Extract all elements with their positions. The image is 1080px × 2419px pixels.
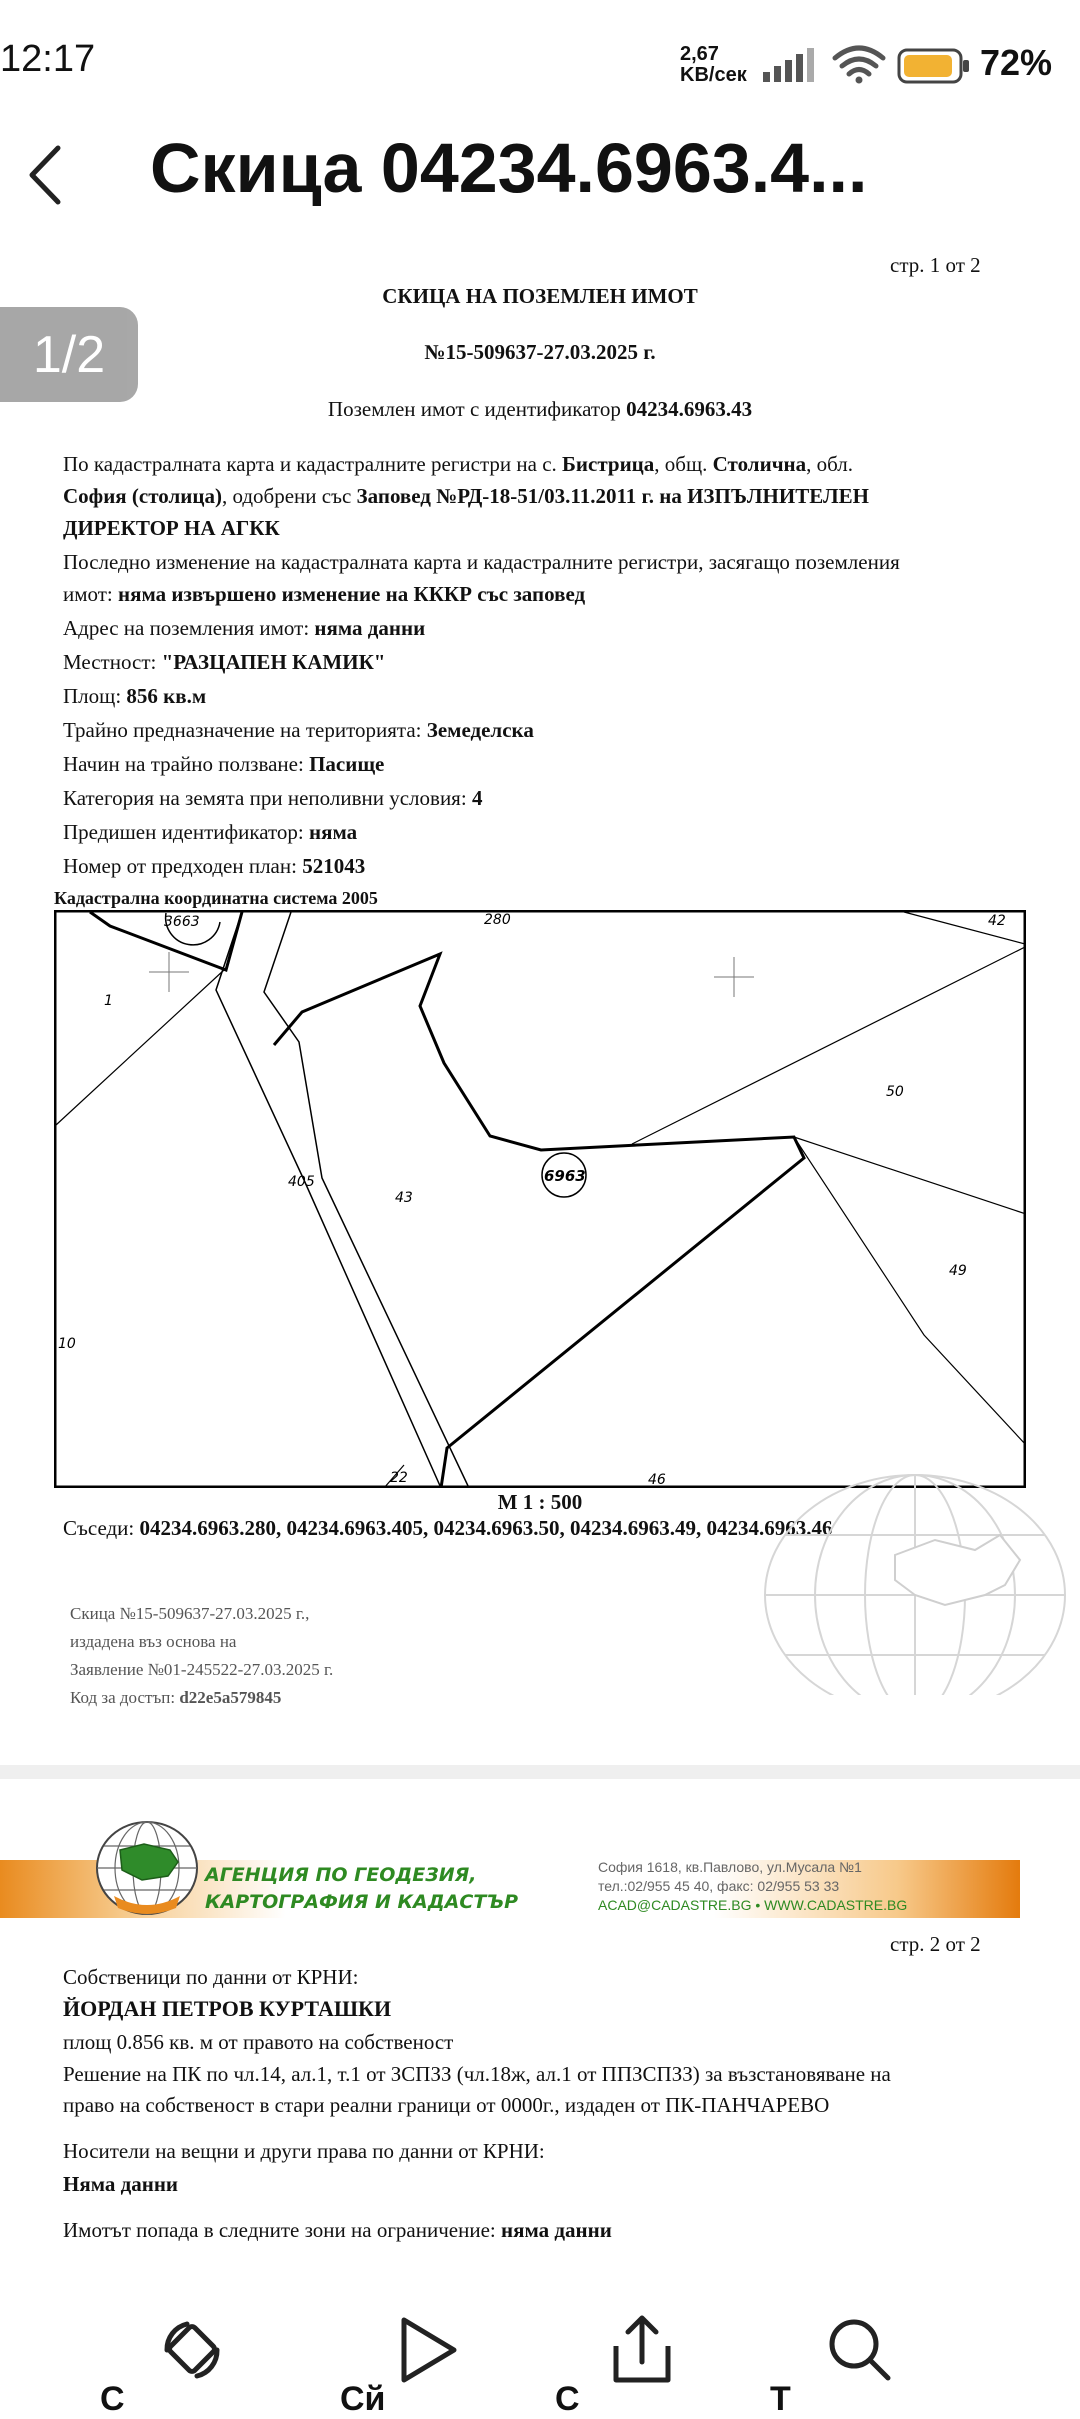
purpose-label: Трайно предназначение на територията: <box>63 718 427 742</box>
order-number: Заповед №РД-18-51/03.11.2011 г. на ИЗПЪЛНИТЕЛЕН <box>356 484 869 508</box>
para-text: , общ. <box>654 452 713 476</box>
category-row <box>63 786 482 811</box>
parcel-label-46: 46 <box>648 1472 666 1488</box>
agency-logo-icon <box>92 1818 202 1918</box>
parcel-label-50: 50 <box>886 1084 904 1100</box>
agency-name-line-2: КАРТОГРАФИЯ И КАДАСТЪР <box>205 1891 519 1913</box>
agency-name-line-1: АГЕНЦИЯ ПО ГЕОДЕЗИЯ, <box>205 1864 477 1886</box>
purpose-value: Земеделска <box>426 718 534 742</box>
prev-plan-value: 521043 <box>302 854 366 878</box>
issued-line-1: Скица №15-509637-27.03.2025 г., <box>70 1604 310 1623</box>
prev-id-row <box>63 820 357 845</box>
back-button[interactable] <box>18 140 78 210</box>
locality-value: "РАЗЦАПЕН КАМИК" <box>161 650 386 674</box>
parcel-label-10: 10 <box>58 1336 76 1352</box>
prev-plan-label: Номер от предходен план: <box>63 854 303 878</box>
municipality-name: Столична <box>712 452 807 476</box>
holders-value: Няма данни <box>63 2172 179 2196</box>
address-value: няма данни <box>314 616 426 640</box>
address-row <box>63 616 425 641</box>
parcel-label-43: 43 <box>395 1190 413 1206</box>
para2-line1: Последно изменение на кадастралната карта и кадастралните регистри, засягащо поземления <box>63 550 900 574</box>
identifier-line <box>0 397 1080 422</box>
rotate-button[interactable] <box>153 2310 233 2390</box>
issued-block <box>70 1600 333 1712</box>
page-number-2: стр. 2 от 2 <box>890 1932 981 1956</box>
parcel-label-22: 22 <box>390 1470 408 1486</box>
decision-line-1: Решение на ПК по чл.14, ал.1, т.1 от ЗСПЗЗ (чл.18ж, ал.1 от ППЗСПЗЗ) за възстановяване на <box>63 2062 891 2086</box>
para2-line2 <box>63 582 585 607</box>
agency-web[interactable]: ACAD@CADASTRE.BG • WWW.CADASTRE.BG <box>598 1897 908 1913</box>
prev-id-label: Предишен идентификатор: <box>63 820 310 844</box>
agency-name <box>205 1862 518 1916</box>
category-value: 4 <box>471 786 483 810</box>
share-icon <box>602 2310 682 2390</box>
para-text: , обл. <box>806 452 854 476</box>
nav-label-play: Сй <box>340 2380 386 2418</box>
network-speed-unit: KB/сек <box>680 64 747 86</box>
cadastral-map[interactable] <box>54 910 1026 1488</box>
locality-row <box>63 650 385 675</box>
network-speed <box>680 44 747 86</box>
page-number-1: стр. 1 от 2 <box>890 253 981 277</box>
battery-percentage: 72% <box>980 42 1053 83</box>
owner-name: ЙОРДАН ПЕТРОВ КУРТАШКИ <box>63 1996 392 2021</box>
page-divider <box>0 1765 1080 1779</box>
parcel-label-6963: 6963 <box>544 1167 586 1185</box>
para1-line2 <box>63 484 869 509</box>
neighbors-label: Съседи: <box>63 1516 140 1540</box>
coord-system: Кадастрална координатна система 2005 <box>54 888 378 908</box>
agency-phone: тел.:02/955 45 40, факс: 02/955 53 33 <box>598 1878 840 1894</box>
wifi-icon <box>832 44 886 89</box>
status-time: 12:17 <box>0 38 96 80</box>
battery-icon <box>897 48 971 89</box>
search-button[interactable] <box>820 2310 900 2390</box>
rotate-icon <box>153 2310 233 2390</box>
nav-label-share: С <box>555 2380 580 2418</box>
issued-line-2: издадена въз основа на <box>70 1632 237 1651</box>
page-title: Скица 04234.6963.4... <box>150 129 868 207</box>
parcel-label-49: 49 <box>949 1263 967 1279</box>
neighbors-row <box>63 1516 833 1541</box>
area-value: 856 кв.м <box>126 684 207 708</box>
doc-heading: СКИЦА НА ПОЗЕМЛЕН ИМОТ <box>382 284 698 308</box>
sketch-number: №15-509637-27.03.2025 г. <box>424 340 656 364</box>
zones-value: няма данни <box>501 2218 612 2242</box>
para1-line3: ДИРЕКТОР НА АГКК <box>63 516 280 540</box>
agency-contacts <box>598 1858 907 1915</box>
para-text: , одобрени със <box>221 484 357 508</box>
last-change-value: няма извършено изменение на КККР със заповед <box>118 582 586 606</box>
access-code-row <box>70 1684 333 1712</box>
play-button[interactable] <box>388 2310 468 2390</box>
parcel-label-405: 405 <box>288 1174 315 1190</box>
para-text: имот: <box>63 582 119 606</box>
region-name: София (столица) <box>63 484 222 508</box>
share-button[interactable] <box>602 2310 682 2390</box>
owners-label: Собственици по данни от КРНИ: <box>63 1965 359 1989</box>
search-icon <box>820 2310 900 2390</box>
usage-row <box>63 752 384 777</box>
access-value: d22e5a579845 <box>179 1688 282 1707</box>
map-scale: М 1 : 500 <box>497 1490 583 1514</box>
address-label: Адрес на поземления имот: <box>63 616 315 640</box>
area-label: Площ: <box>63 684 127 708</box>
locality-label: Местност: <box>63 650 162 674</box>
para1-line1 <box>63 452 853 477</box>
zones-row <box>63 2218 612 2243</box>
identifier-value: 04234.6963.43 <box>626 397 753 421</box>
access-label: Код за достъп: <box>70 1688 180 1707</box>
usage-label: Начин на трайно ползване: <box>63 752 310 776</box>
issued-line-3: Заявление №01-245522-27.03.2025 г. <box>70 1660 334 1679</box>
prev-plan-row <box>63 854 365 879</box>
owner-share: площ 0.856 кв. м от правото на собственост <box>63 2030 454 2054</box>
decision-line-2: право на собственост в стари реални граници от 0000г., издаден от ПК-ПАНЧАРЕВО <box>63 2093 830 2117</box>
purpose-row <box>63 718 534 743</box>
chevron-left-icon <box>18 140 78 210</box>
nav-label-search: Т <box>770 2380 791 2418</box>
identifier-label: Поземлен имот с идентификатор <box>327 397 627 421</box>
area-row <box>63 684 206 709</box>
agency-watermark <box>745 1445 1080 1695</box>
parcel-label-1: 1 <box>104 993 113 1009</box>
play-icon <box>388 2310 468 2390</box>
usage-value: Пасище <box>309 752 385 776</box>
page-indicator: 1/2 <box>0 307 138 402</box>
parcel-label-3663: 3663 <box>164 914 200 930</box>
category-label: Категория на земята при неполивни условия: <box>63 786 472 810</box>
parcel-label-280: 280 <box>484 912 511 928</box>
holders-label: Носители на вещни и други права по данни от КРНИ: <box>63 2139 545 2163</box>
nav-label-rotate: С <box>100 2380 125 2418</box>
neighbors-value: 04234.6963.280, 04234.6963.405, 04234.6963.50, 04234.6963.49, 04234.6963.46 <box>139 1516 833 1540</box>
zones-label: Имотът попада в следните зони на ограничение: <box>63 2218 501 2242</box>
agency-address: София 1618, кв.Павлово, ул.Мусала №1 <box>598 1859 862 1875</box>
para-text: По кадастралната карта и кадастралните регистри на с. <box>63 452 563 476</box>
village-name: Бистрица <box>562 452 655 476</box>
parcel-label-42: 42 <box>988 913 1006 929</box>
network-speed-value: 2,67 <box>680 43 719 65</box>
prev-id-value: няма <box>309 820 358 844</box>
signal-icon <box>763 48 825 87</box>
